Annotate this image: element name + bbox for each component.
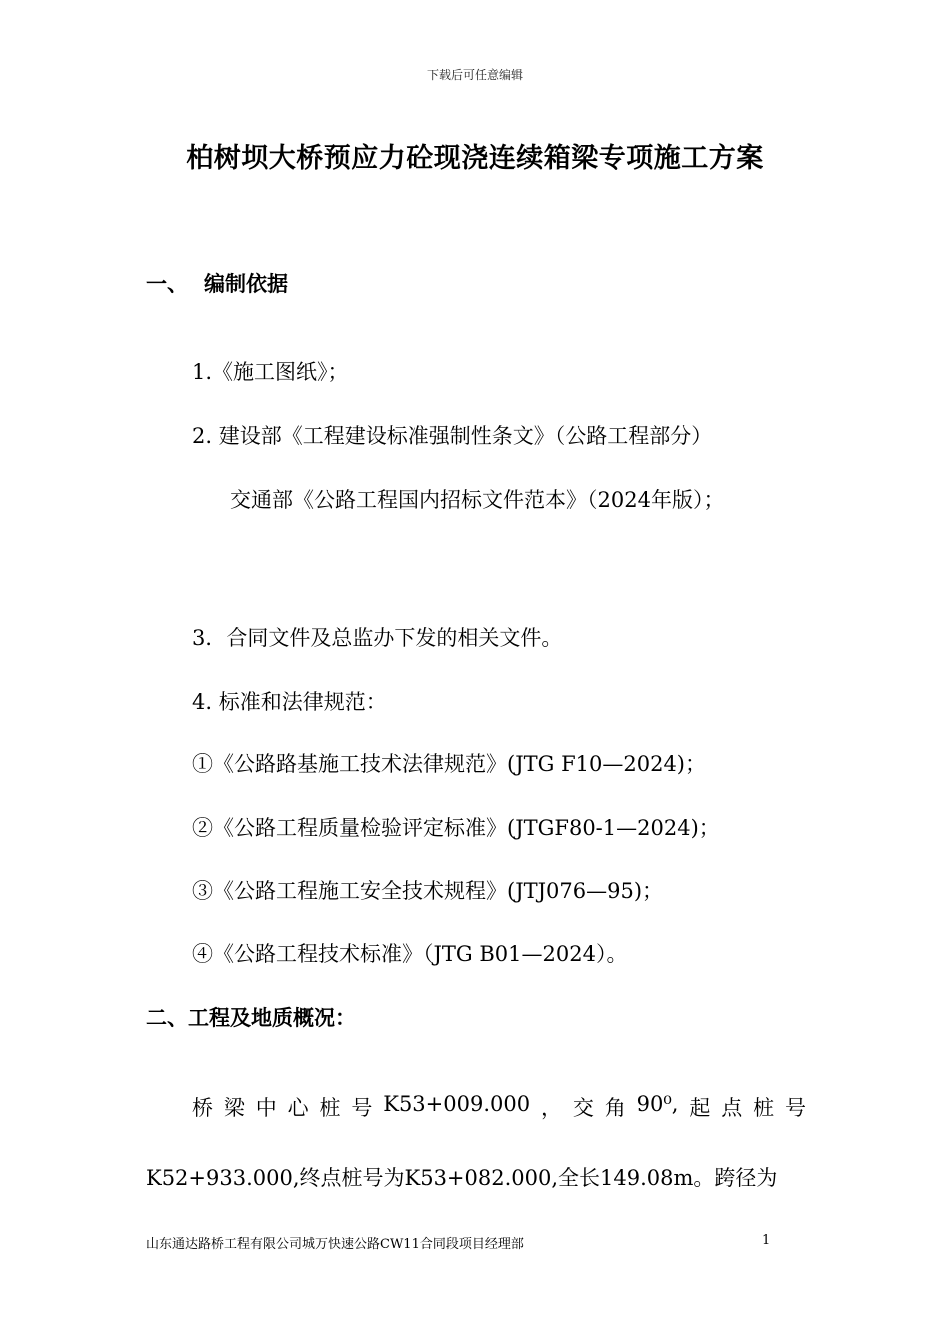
overview-word: 心 [287, 1096, 309, 1120]
basis-item-2: 2. 建设部《工程建设标准强制性条文》（公路工程部分） [192, 424, 713, 448]
section1-number: 一、 [146, 272, 188, 296]
basis-item-4: 4. 标准和法律规范： [192, 690, 387, 714]
overview-word: 点 [721, 1096, 743, 1120]
overview-word: 中 [255, 1096, 277, 1120]
document-title: 柏树坝大桥预应力砼现浇连续箱梁专项施工方案 [186, 143, 764, 174]
overview-word: 桥 [192, 1096, 213, 1120]
overview-paragraph-line1 [192, 1092, 806, 1122]
basis-item-1: 1.《施工图纸》； [192, 360, 349, 384]
footer-organization: 山东通达路桥工程有限公司城万快速公路CW11合同段项目经理部 [146, 1237, 524, 1252]
standard-item: ②《公路工程质量检验评定标准》(JTGF80-1—2024)； [192, 816, 720, 840]
overview-word: 起 [689, 1096, 711, 1120]
header-note: 下载后可任意编辑 [426, 68, 523, 82]
standard-item: ①《公路路基施工技术法律规范》(JTG F10—2024)； [192, 752, 706, 776]
footer-page-number: 1 [762, 1233, 771, 1248]
overview-word: ， [540, 1096, 562, 1120]
overview-word: 90⁰, [636, 1092, 679, 1116]
overview-word: 桩 [319, 1096, 341, 1120]
basis-item-2-continued: 交通部《公路工程国内招标文件范本》（2024年版）； [230, 488, 725, 512]
overview-paragraph-line2: K52+933.000,终点桩号为K53+082.000,全长149.08m。跨径为 [146, 1166, 778, 1190]
standard-item: ③《公路工程施工安全技术规程》(JTJ076—95)； [192, 879, 664, 903]
overview-word: 桩 [753, 1096, 775, 1120]
overview-word: 号 [784, 1096, 806, 1120]
standard-item: ④《公路工程技术标准》（JTG B01—2024）。 [192, 942, 628, 966]
section2-heading: 二、工程及地质概况： [146, 1006, 356, 1030]
overview-word: 交 [572, 1096, 594, 1120]
overview-word: K53+009.000 [383, 1092, 531, 1116]
overview-word: 角 [604, 1096, 626, 1120]
basis-item-3: 3．合同文件及总监办下发的相关文件。 [192, 626, 563, 650]
section1-heading: 编制依据 [204, 272, 288, 296]
overview-word: 号 [351, 1096, 373, 1120]
overview-word: 梁 [223, 1096, 245, 1120]
